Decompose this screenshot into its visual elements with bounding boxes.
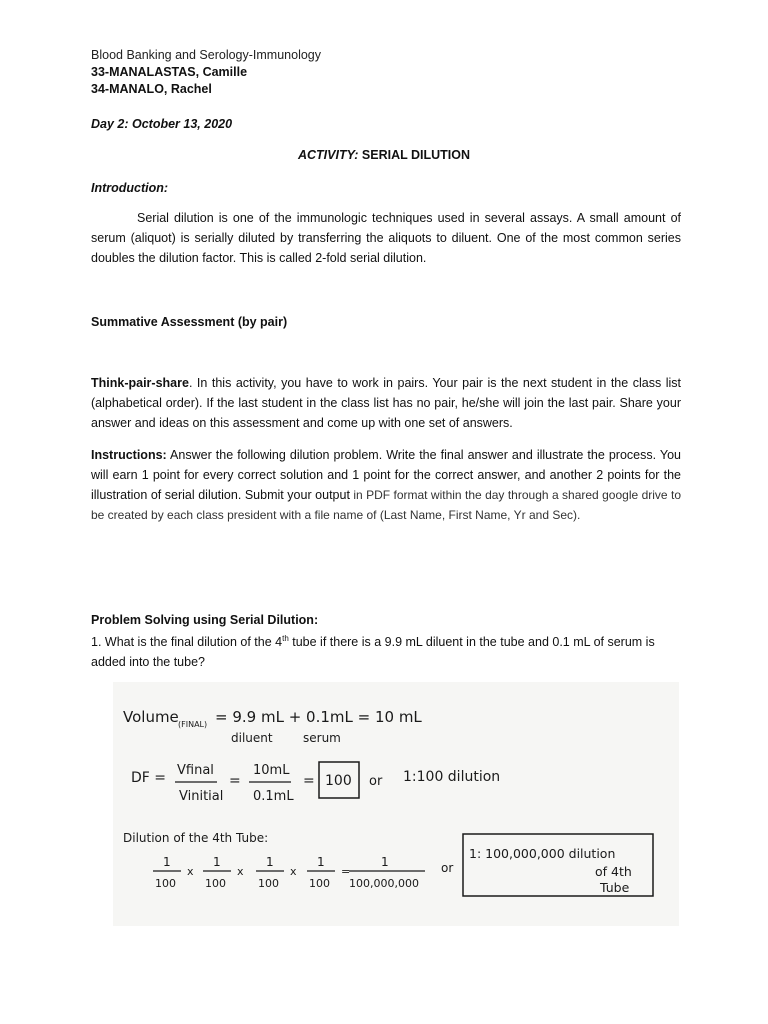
instructions-label: Instructions: — [91, 448, 167, 462]
hw-fraction-result — [349, 855, 425, 890]
problem-question-end: tube if there is a 9.9 mL diluent in the tube and 0.1 mL of serum is added into the tube? — [91, 635, 655, 669]
hw-eq-sign-2: = — [303, 773, 315, 789]
hw-diluent: diluent — [231, 731, 273, 745]
hw-volume: Volume — [123, 708, 179, 726]
problem-question — [91, 632, 691, 672]
think-pair-share-paragraph — [91, 373, 681, 433]
think-pair-share-label: Think-pair-share — [91, 376, 189, 390]
hw-01ml: 0.1mL — [253, 789, 294, 804]
instructions-tail: in PDF format within the day through a shared google drive to be created by each class president with a file name of (Last Name, First Name, Yr and Sec). — [91, 488, 681, 522]
hw-final-answer-3: Tube — [600, 880, 630, 895]
problem-question-start: 1. What is the final dilution of the 4 — [91, 635, 283, 649]
hw-den-2: 100 — [205, 877, 226, 890]
think-pair-share-body: . In this activity, you have to work in pairs. Your pair is the next student in the class list (alphabetical order). If the last student in the class list has no pair, he/she will join the last pair. Share your answer and ideas on this assessment and come up with one set of answers. — [91, 376, 681, 430]
hw-final-answer-1: 1: 100,000,000 dilution — [469, 846, 616, 861]
hw-den-4: 100 — [309, 877, 330, 890]
hw-final-answer-2: of 4th — [595, 864, 632, 879]
activity-main-title: SERIAL DILUTION — [361, 148, 470, 162]
problem-question-sup: th — [282, 633, 289, 643]
introduction-heading: Introduction: — [91, 181, 169, 195]
handwritten-solution-svg — [113, 682, 679, 926]
introduction-paragraph: Serial dilution is one of the immunologic techniques used in several assays. A small amount of serum (aliquot) is serially diluted by transferring the aliquots to diluent. One of the most common series doubles the dilution factor. This is called 2-fold serial dilution. — [91, 211, 681, 265]
hw-or-2: or — [441, 861, 454, 875]
hw-num-3: 1 — [266, 855, 274, 869]
activity-prefix: ACTIVITY: — [297, 148, 359, 162]
hw-100: 100 — [325, 773, 352, 789]
hw-fraction-3 — [256, 855, 284, 890]
summative-heading: Summative Assessment (by pair) — [91, 315, 288, 329]
activity-title — [0, 148, 768, 162]
hw-equation-1: = 9.9 mL + 0.1mL = 10 mL — [215, 708, 422, 726]
day-date: Day 2: October 13, 2020 — [91, 117, 233, 131]
hw-fraction-1 — [153, 855, 181, 890]
handwritten-solution-image — [113, 682, 679, 926]
hw-den-3: 100 — [258, 877, 279, 890]
instructions-paragraph — [91, 445, 681, 525]
course-title: Blood Banking and Serology-Immunology — [91, 48, 321, 62]
hw-df: DF = — [131, 770, 167, 786]
problem-heading: Problem Solving using Serial Dilution: — [91, 613, 319, 627]
hw-serum: serum — [303, 731, 341, 745]
hw-num-1: 1 — [163, 855, 171, 869]
hw-fraction-4 — [307, 855, 335, 890]
hw-eq-sign: = — [229, 773, 241, 789]
hw-den-1: 100 — [155, 877, 176, 890]
hw-equals: = — [341, 865, 351, 878]
hw-num-4: 1 — [317, 855, 325, 869]
hw-num-result: 1 — [381, 855, 389, 869]
student-name-2: 34-MANALO, Rachel — [91, 82, 212, 96]
hw-times-3: x — [290, 865, 297, 878]
hw-times-2: x — [237, 865, 244, 878]
hw-dilution-4th: Dilution of the 4th Tube: — [123, 831, 269, 845]
hw-vfinal: Vfinal — [177, 763, 214, 778]
instructions-body: Answer the following dilution problem. Write the final answer and illustrate the process. You will earn 1 point for every correct solution and 1 point for the correct answer, and another 2 points for the illustration of serial dilution. Submit your output — [91, 448, 681, 502]
hw-den-result: 100,000,000 — [349, 877, 419, 890]
hw-final-sub: (FINAL) — [178, 720, 208, 729]
student-name-1: 33-MANALASTAS, Camille — [91, 65, 248, 79]
hw-num-2: 1 — [213, 855, 221, 869]
hw-or-1: or — [369, 774, 383, 789]
hw-vinitial: Vinitial — [179, 789, 224, 804]
hw-10ml: 10mL — [253, 763, 290, 778]
hw-times-1: x — [187, 865, 194, 878]
hw-fraction-2 — [203, 855, 231, 890]
hw-ratio-100: 1:100 dilution — [403, 769, 501, 785]
